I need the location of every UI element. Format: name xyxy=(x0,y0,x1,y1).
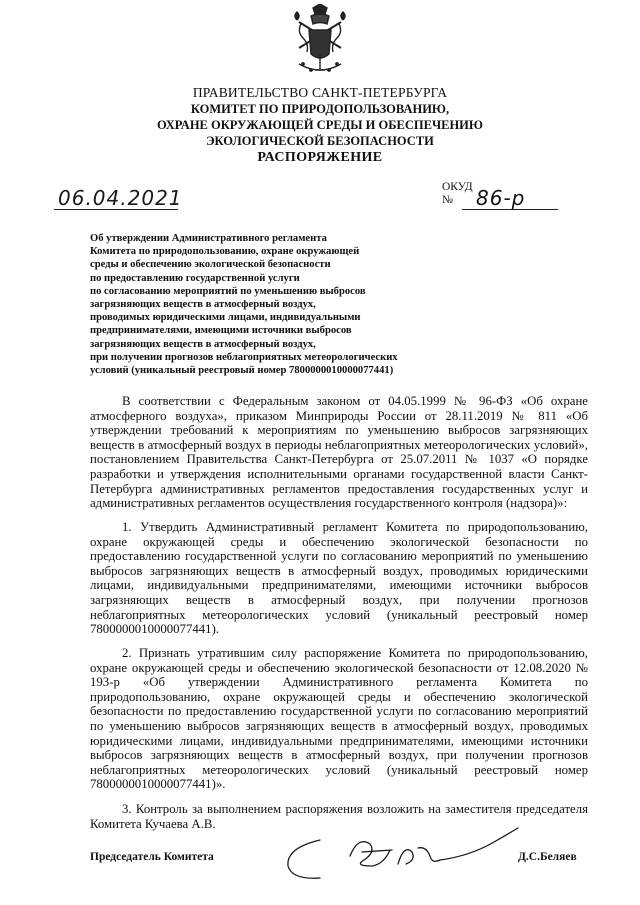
document-date: 06.04.2021 xyxy=(58,186,183,210)
handwritten-signature-icon xyxy=(280,826,530,882)
government-title: ПРАВИТЕЛЬСТВО САНКТ-ПЕТЕРБУРГА xyxy=(192,85,448,100)
subject-line: по согласованию мероприятий по уменьшению выбросов xyxy=(90,285,366,297)
subject-line: Комитета по природопользованию, охране окружающей xyxy=(90,246,360,258)
subject-line: проводимых юридическими лицами, индивидуальными xyxy=(90,312,361,324)
subject-line: Об утверждении Административного регламента xyxy=(90,233,327,244)
subject-line: загрязняющих веществ в атмосферный воздух, xyxy=(90,338,316,350)
okud-label: ОКУД xyxy=(442,181,473,193)
clause-3-paragraph: 3. Контроль за выполнением распоряжения возложить на заместителя председателя Комитета Кучаева А.В. xyxy=(90,802,588,831)
document-type: РАСПОРЯЖЕНИЕ xyxy=(257,150,383,165)
number-label: № xyxy=(442,194,453,206)
date-underline xyxy=(54,209,178,210)
subject-line: при получении прогнозов неблагоприятных метеорологических xyxy=(90,351,398,363)
preamble-paragraph: В соответствии с Федеральным законом от 04.05.1999 № 96-ФЗ «Об охране атмосферного воздуха», приказом Минприроды России от 28.11.2019 № 811 «Об утверждении требований к мероприятиям по уменьшению выбросов загрязняющих веществ в атмосферный воздух в периоды неблагоприятных метеорологических условий», постановлением Правительства Санкт-Петербурга от 25.07.2011 № 1037 «О порядке разработки и утверждения исполнительными органами государственной власти Санкт-Петербурга административных регламентов предоставления государственных услуг и административных регламентов осуществления государственного контроля (надзора)»: xyxy=(90,394,588,511)
signatory-title: Председатель Комитета xyxy=(90,851,214,863)
document-subject xyxy=(90,232,510,377)
number-underline xyxy=(462,209,558,210)
signatory-name: Д.С.Беляев xyxy=(518,851,577,863)
clause-1-paragraph: 1. Утвердить Административный регламент Комитета по природопользованию, охране окружающей среды и обеспечению экологической безопасности по предоставлению государственной услуги по согласованию мероприятий по уменьшению выбросов загрязняющих веществ в атмосферный воздух, проводимых юридическими лицами, индивидуальными предпринимателями, имеющими источники выбросов загрязняющих веществ в атмосферный воздух, при получении прогнозов неблагоприятных метеорологических условий (уникальный реестровый номер 7800000010000077441). xyxy=(90,520,588,637)
okud-block xyxy=(442,181,473,207)
subject-line: по предоставлению государственной услуги xyxy=(90,272,300,284)
committee-title-line-3: ЭКОЛОГИЧЕСКОЙ БЕЗОПАСНОСТИ xyxy=(206,134,434,148)
committee-title-line-1: КОМИТЕТ ПО ПРИРОДОПОЛЬЗОВАНИЮ, xyxy=(190,102,450,116)
committee-title-line-2: ОХРАНЕ ОКРУЖАЮЩЕЙ СРЕДЫ И ОБЕСПЕЧЕНИЮ xyxy=(157,118,483,132)
coat-of-arms-icon xyxy=(289,4,351,80)
subject-line: условий (уникальный реестровый номер 7800000010000077441) xyxy=(90,365,394,377)
subject-line: среды и обеспечению экологической безопасности xyxy=(90,259,331,271)
subject-line: предпринимателями, имеющими источники выбросов xyxy=(90,325,352,337)
document-number: 86-р xyxy=(476,186,526,210)
subject-line: загрязняющих веществ в атмосферный воздух, xyxy=(90,299,316,311)
clause-2-paragraph: 2. Признать утратившим силу распоряжение Комитета по природопользованию, охране окружающей среды и обеспечению экологической безопасности от 12.08.2020 № 193-р «Об утверждении Административного регламента Комитета по природопользованию, охране окружающей среды и обеспечению экологической безопасности по предоставлению государственной услуги по согласованию мероприятий по уменьшению выбросов загрязняющих веществ в атмосферный воздух, проводимых юридическими лицами, индивидуальными предпринимателями, имеющими источники выбросов загрязняющих веществ в атмосферный воздух, при получении прогнозов неблагоприятных метеорологических условий (уникальный реестровый номер 7800000010000077441)». xyxy=(90,646,588,792)
